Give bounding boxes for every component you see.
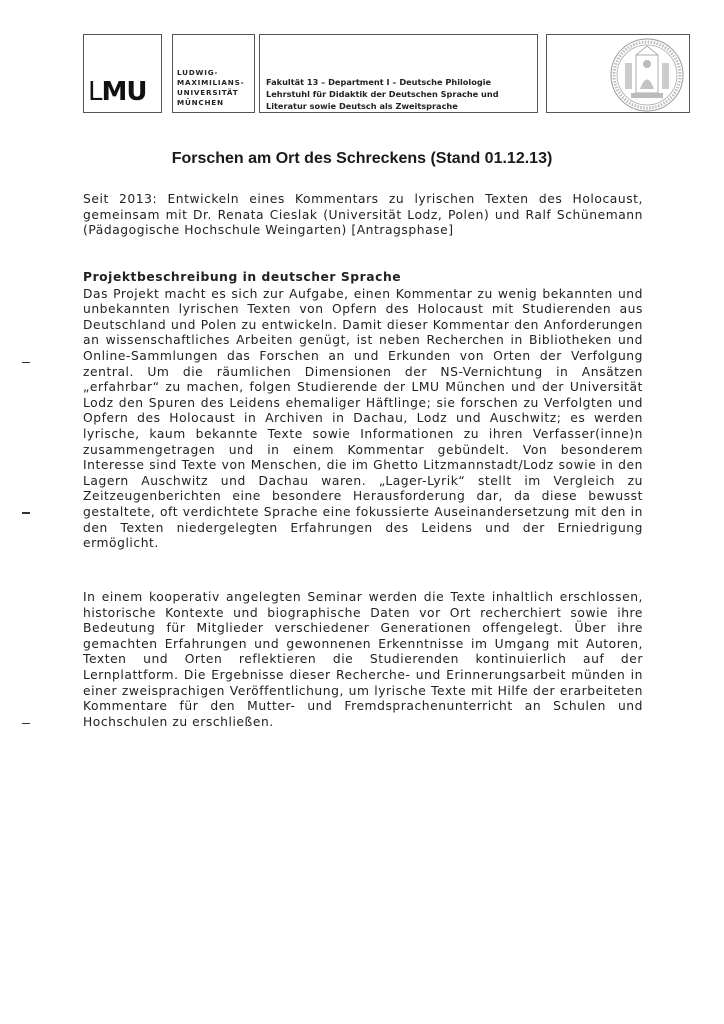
university-name: LUDWIG- MAXIMILIANS- UNIVERSITÄT MÜNCHEN: [177, 68, 245, 107]
paragraph-2-text-a: In einem kooperativ angelegten Seminar werden die Texte inhaltlich erschlossen, historische Kontexte und biographische Daten vor Ort recherchiert sowie ihre Bedeutung für Mitglieder verschiedener Generationen offengelegt. Über ihre gemachten Erfahrungen und gewonnenen Erkenntnisse im Umgang mit Autoren, Texten und Orten reflektieren die Studierenden kontinuierlich: [83, 590, 643, 667]
letterhead: [83, 34, 690, 115]
paragraph-2: [83, 590, 643, 730]
section-heading: Projektbeschreibung in deutscher Sprache: [83, 270, 402, 284]
project-description: [83, 270, 643, 552]
paragraph-2-text-b: . Die Ergebnisse dieser Recherche- und Erinnerungsarbeit münden in einer zweisprachigen Veröffentlichung, um lyrische Texte mit Hilfe der erarbeiteten Kommentare für den Mutter- und Fremdsprachenunterricht an Schulen und Hochschulen zu erschließen.: [83, 667, 643, 729]
lernplattform-link[interactable]: auf der Lernplattform: [83, 652, 643, 682]
lmu-logo: LMU: [88, 77, 147, 107]
fold-mark: [22, 362, 30, 363]
page-title: Forschen am Ort des Schreckens (Stand 01.12.13): [171, 150, 553, 167]
punch-mark: [22, 512, 30, 514]
faculty-line-3: Literatur sowie Deutsch als Zweitsprache: [266, 101, 458, 111]
intro-paragraph: Seit 2013: Entwickeln eines Kommentars zu lyrischen Texten des Holocaust, gemeinsam mit Dr. Renata Cieslak (Universität Lodz, Polen) und Ralf Schünemann (Pädagogische Hochschule Weingarten) [Antragsphase]: [83, 192, 643, 238]
university-name-box: [172, 34, 255, 113]
fold-mark: [22, 723, 30, 724]
faculty-box: [259, 34, 538, 113]
faculty-line-1: Fakultät 13 – Department I – Deutsche Philologie: [266, 77, 492, 87]
seal-box: [546, 34, 690, 113]
faculty-line-2: Lehrstuhl für Didaktik der Deutschen Sprache und: [266, 89, 499, 99]
lmu-logo-box: [83, 34, 162, 113]
paragraph-1: Das Projekt macht es sich zur Aufgabe, einen Kommentar zu wenig bekannten und unbekannten lyrischen Texten von Opfern des Holocaust mit Studierenden aus Deutschland und Polen zu entwickeln. Damit dieser Kommentar den Anforderungen an wissenschaftliches Arbeiten genügt, ist neben Recherchen in Bibliotheken und Online-Sammlungen das Forschen an und Erkunden von Orten der Verfolgung zentral. Um die räumlichen Dimensionen der NS-Vernichtung in Ansätzen „erfahrbar“ zu machen, folgen Studierende der LMU München und der Universität Lodz den Spuren des Leidens ehemaliger Häftlinge; sie forschen zu Verfolgten und Opfern des Holocaust in Archiven in Dachau, Lodz und Auschwitz; es werden lyrische, kaum bekannte Texte sowie Informationen zu ihren Verfasser(inne)n zusammengetragen und in einem Kommentar gebündelt. Von besonderem Interesse sind Texte von Menschen, die im Ghetto Litzmannstadt/Lodz sowie in den Lagern Auschwitz und Dachau waren. „Lager-Lyrik“ stellt im Vergleich zu Zeitzeugenberichten eine besondere Herausforderung dar, da diese bewusst gestaltete, oft verdichtete Sprache eine fokussierte Auseinandersetzung mit den in den Texten niedergelegten Erfahrungen des Leidens und der Erniedrigung ermöglicht.: [83, 286, 643, 551]
faculty-text: [266, 76, 499, 112]
university-seal-icon: [609, 37, 685, 113]
